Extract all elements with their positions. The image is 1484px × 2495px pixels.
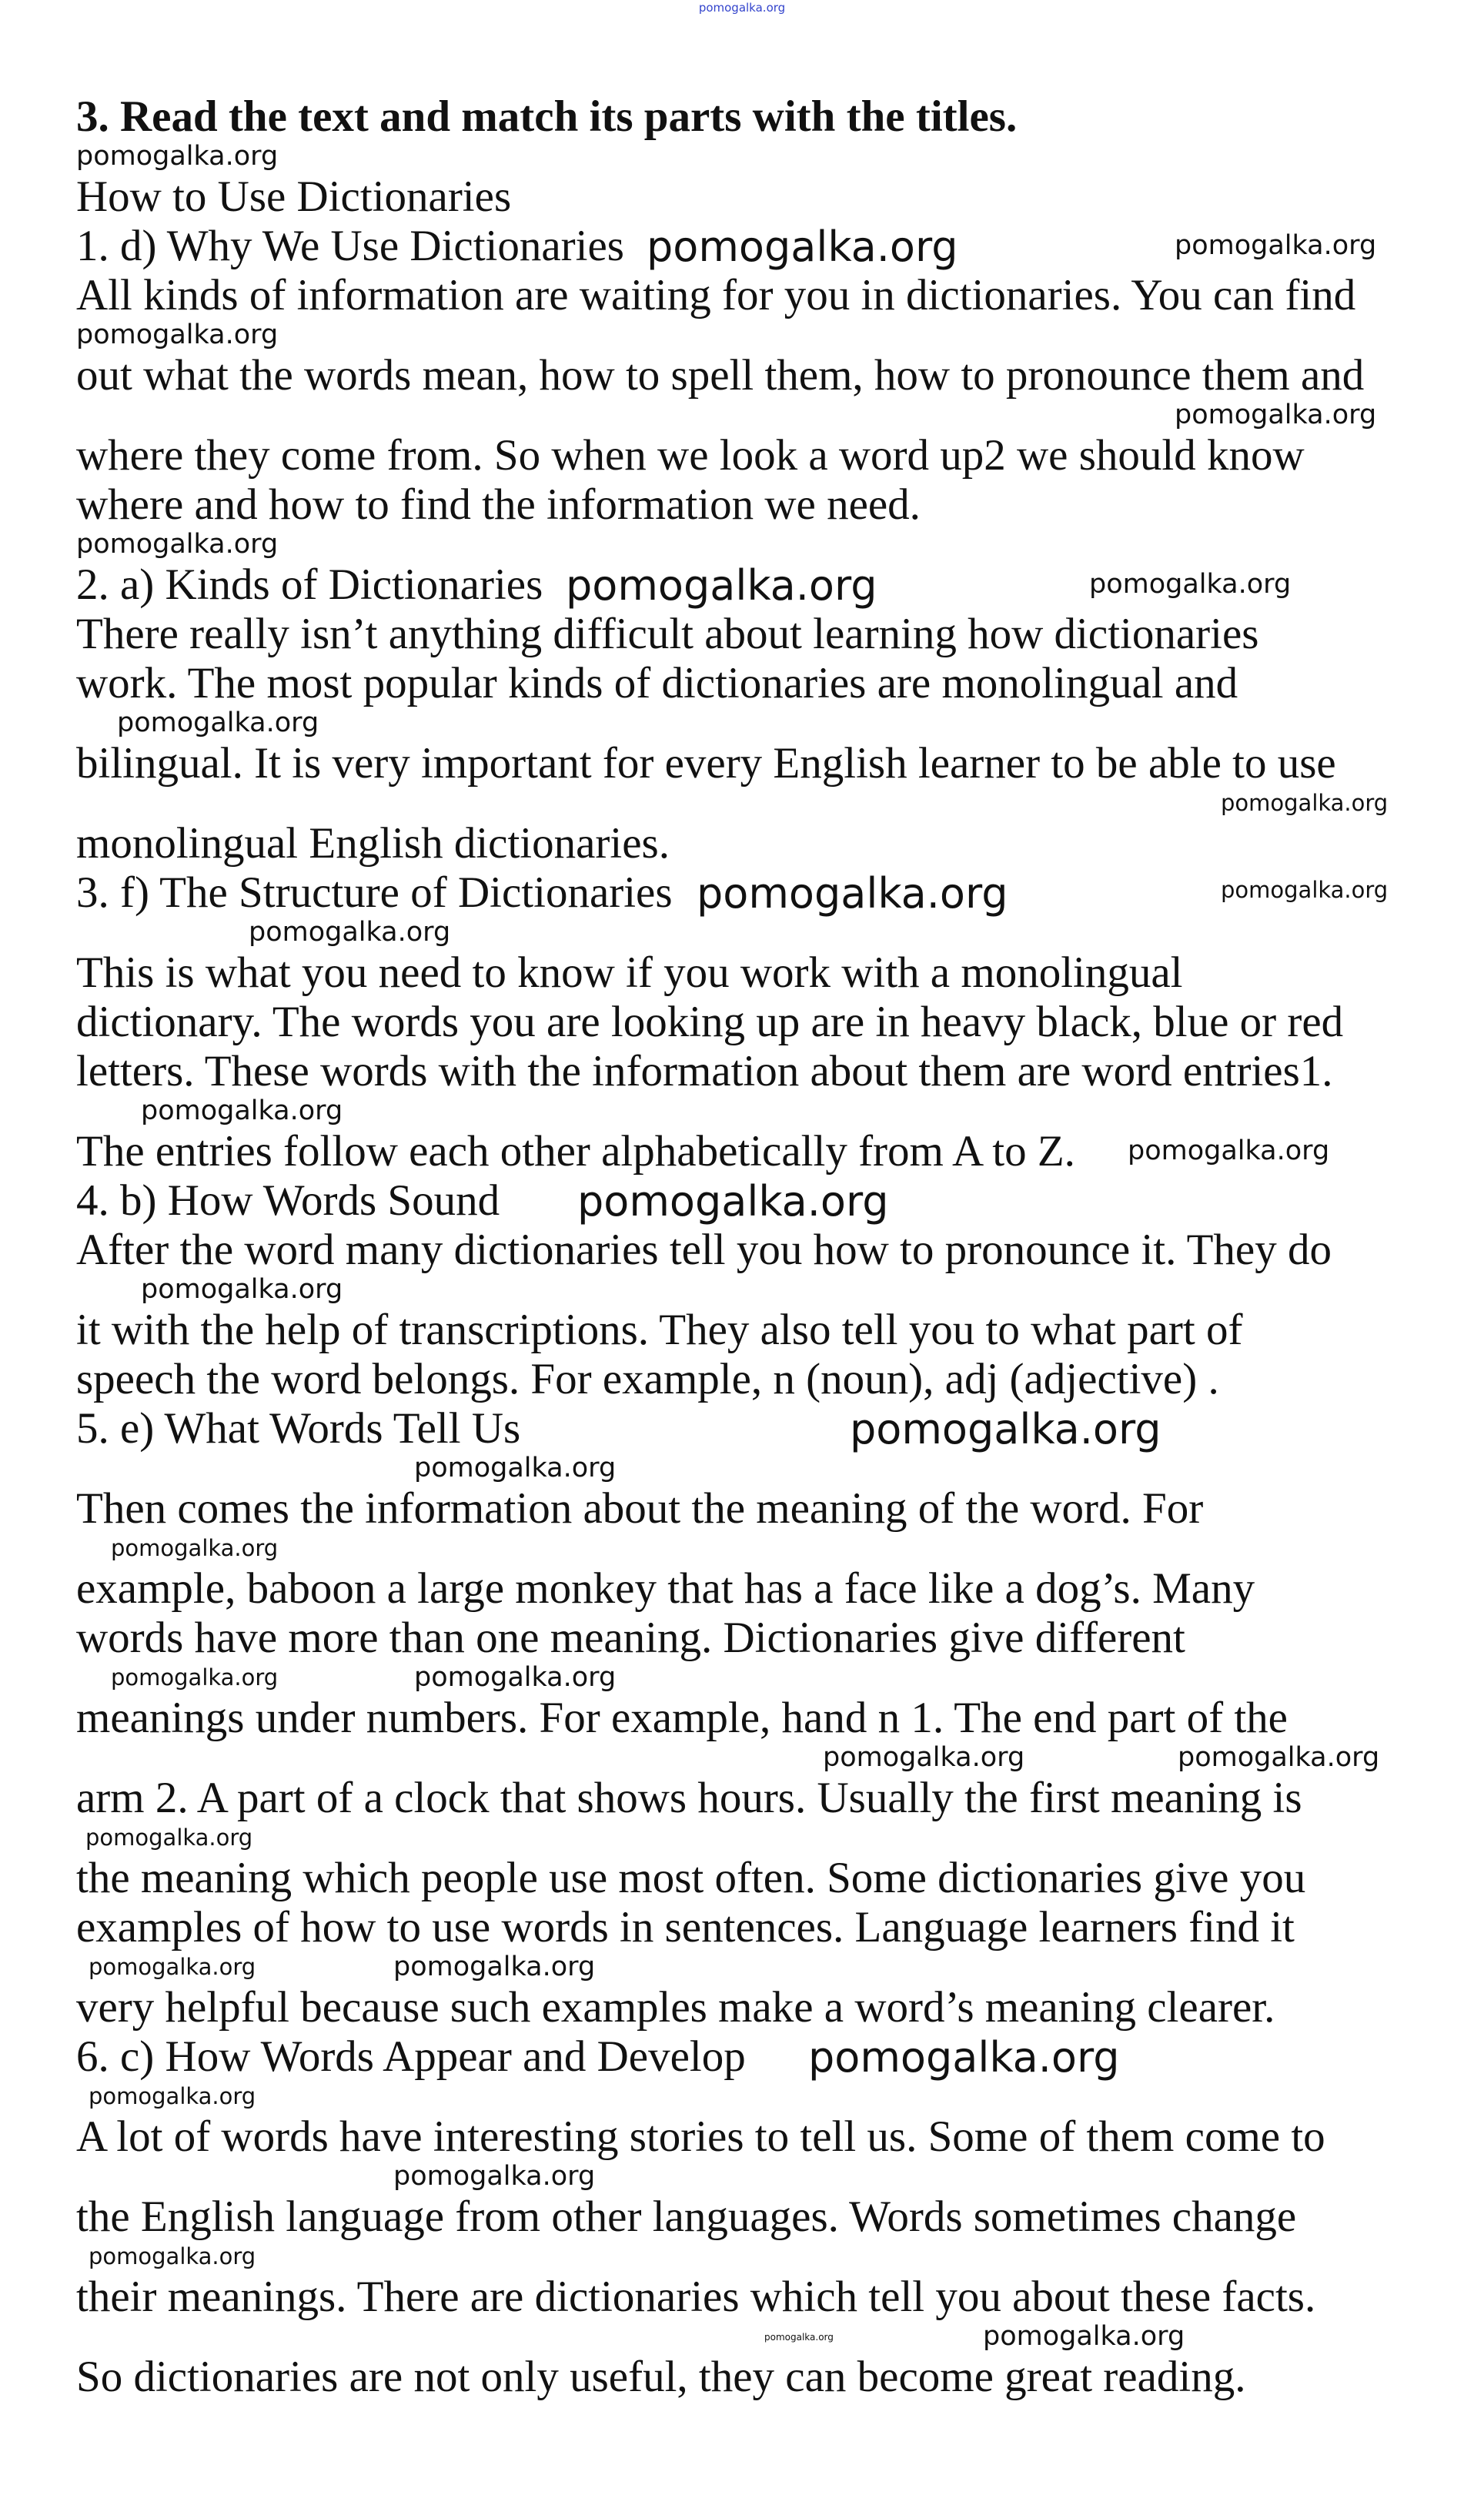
watermark: pomogalka.org xyxy=(111,1664,279,1691)
watermark: pomogalka.org xyxy=(566,561,877,610)
watermark: pomogalka.org xyxy=(414,1662,617,1693)
text-row xyxy=(0,998,1484,1047)
text-row xyxy=(0,2273,1484,2322)
watermark: pomogalka.org xyxy=(698,1,786,15)
paragraph-line: After the word many dictionaries tell you how to pronounce it. They do xyxy=(76,1226,1332,1274)
watermark: pomogalka.org xyxy=(85,1824,253,1851)
paragraph-line: out what the words mean, how to spell them, how to pronounce them and xyxy=(76,351,1365,400)
paragraph-line: very helpful because such examples make a word’s meaning clearer. xyxy=(76,1983,1275,2032)
watermark-row xyxy=(0,708,1484,739)
watermark-row xyxy=(0,2162,1484,2192)
text-row xyxy=(0,1176,1484,1226)
watermark: pomogalka.org xyxy=(89,2083,256,2109)
watermark-row xyxy=(0,2322,1484,2353)
paragraph-line: where and how to find the information we need. xyxy=(76,480,921,529)
watermark-row xyxy=(0,788,1484,819)
text-row xyxy=(0,1983,1484,2032)
watermark: pomogalka.org xyxy=(764,2332,834,2343)
text-row xyxy=(0,1355,1484,1404)
text-row xyxy=(0,1226,1484,1275)
paragraph-line: monolingual English dictionaries. xyxy=(76,819,670,868)
text-heading: How to Use Dictionaries xyxy=(76,172,512,221)
text-row xyxy=(0,2032,1484,2082)
watermark: pomogalka.org xyxy=(141,1274,343,1305)
watermark: pomogalka.org xyxy=(89,1954,256,1980)
paragraph-line: The entries follow each other alphabetically from A to Z. xyxy=(76,1127,1075,1176)
watermark: pomogalka.org xyxy=(1089,569,1292,600)
watermark: pomogalka.org xyxy=(577,1177,889,1226)
watermark: pomogalka.org xyxy=(1175,230,1377,261)
text-row xyxy=(0,1694,1484,1743)
watermark: pomogalka.org xyxy=(76,319,279,350)
watermark: pomogalka.org xyxy=(823,1742,1025,1773)
watermark: pomogalka.org xyxy=(393,1952,596,1982)
paragraph-line: where they come from. So when we look a word up2 we should know xyxy=(76,431,1305,480)
text-row xyxy=(0,1774,1484,1823)
paragraph-line: work. The most popular kinds of dictionaries are monolingual and xyxy=(76,659,1238,707)
watermark-row xyxy=(0,1453,1484,1484)
text-row xyxy=(0,1564,1484,1614)
text-row xyxy=(0,948,1484,998)
watermark: pomogalka.org xyxy=(697,869,1008,918)
text-row xyxy=(0,1484,1484,1533)
watermark-row xyxy=(0,1743,1484,1774)
text-row xyxy=(0,819,1484,868)
paragraph-line: All kinds of information are waiting for you in dictionaries. You can find xyxy=(76,271,1356,319)
text-row xyxy=(0,1306,1484,1355)
text-row xyxy=(0,1903,1484,1952)
paragraph-line: the English language from other languages. Words sometimes change xyxy=(76,2192,1297,2241)
watermark: pomogalka.org xyxy=(393,2161,596,2192)
text-row xyxy=(0,1127,1484,1176)
text-row xyxy=(0,2353,1484,2402)
paragraph-line: speech the word belongs. For example, n (noun), adj (adjective) . xyxy=(76,1355,1219,1403)
paragraph-line: There really isn’t anything difficult about learning how dictionaries xyxy=(76,610,1259,658)
watermark-row xyxy=(0,2242,1484,2273)
section-heading: 1. d) Why We Use Dictionaries xyxy=(76,222,624,270)
text-row xyxy=(0,480,1484,530)
paragraph-line: example, baboon a large monkey that has a face like a dog’s. Many xyxy=(76,1564,1255,1613)
text-row xyxy=(0,2192,1484,2242)
watermark: pomogalka.org xyxy=(1221,790,1389,816)
watermark-row xyxy=(0,1663,1484,1694)
watermark: pomogalka.org xyxy=(414,1453,617,1483)
paragraph-line: the meaning which people use most often. Some dictionaries give you xyxy=(76,1854,1306,1902)
watermark: pomogalka.org xyxy=(983,2321,1185,2352)
watermark-row xyxy=(0,320,1484,351)
watermark-row xyxy=(0,2082,1484,2112)
watermark: pomogalka.org xyxy=(111,1535,279,1561)
text-row xyxy=(0,2112,1484,2162)
paragraph-line: This is what you need to know if you work with a monolingual xyxy=(76,948,1183,997)
section-heading: 3. f) The Structure of Dictionaries xyxy=(76,868,673,917)
text-row xyxy=(0,92,1484,142)
text-row xyxy=(0,610,1484,659)
section-heading: 5. e) What Words Tell Us xyxy=(76,1404,521,1453)
section-heading: 2. a) Kinds of Dictionaries xyxy=(76,560,543,609)
text-row xyxy=(0,271,1484,320)
text-row xyxy=(0,1614,1484,1663)
text-row xyxy=(0,431,1484,480)
paragraph-line: A lot of words have interesting stories to tell us. Some of them come to xyxy=(76,2112,1325,2161)
text-row xyxy=(0,222,1484,271)
watermark: pomogalka.org xyxy=(808,2033,1120,2082)
watermark: pomogalka.org xyxy=(76,141,279,172)
paragraph-line: examples of how to use words in sentences. Language learners find it xyxy=(76,1903,1295,1952)
text-row xyxy=(0,172,1484,222)
watermark: pomogalka.org xyxy=(249,917,451,948)
paragraph-line: Then comes the information about the meaning of the word. For xyxy=(76,1484,1204,1533)
watermark-row xyxy=(0,1823,1484,1854)
paragraph-line: bilingual. It is very important for every English learner to be able to use xyxy=(76,739,1336,788)
section-heading: 6. c) How Words Appear and Develop xyxy=(76,2032,746,2081)
paragraph-line: So dictionaries are not only useful, they can become great reading. xyxy=(76,2353,1246,2401)
watermark-row xyxy=(0,142,1484,172)
watermark-row xyxy=(0,918,1484,948)
watermark-row xyxy=(0,1533,1484,1564)
top-watermark-row xyxy=(0,2,1484,15)
text-row xyxy=(0,560,1484,610)
watermark: pomogalka.org xyxy=(647,222,958,271)
exercise-title: 3. Read the text and match its parts with the titles. xyxy=(76,92,1018,141)
watermark: pomogalka.org xyxy=(1128,1135,1330,1166)
watermark-row xyxy=(0,1275,1484,1306)
watermark: pomogalka.org xyxy=(76,529,279,560)
section-heading: 4. b) How Words Sound xyxy=(76,1176,500,1225)
watermark-row xyxy=(0,400,1484,431)
watermark: pomogalka.org xyxy=(141,1095,343,1126)
paragraph-line: arm 2. A part of a clock that shows hours. Usually the first meaning is xyxy=(76,1774,1302,1822)
paragraph-line: words have more than one meaning. Dictionaries give different xyxy=(76,1614,1185,1662)
paragraph-line: dictionary. The words you are looking up are in heavy black, blue or red xyxy=(76,998,1344,1046)
watermark: pomogalka.org xyxy=(850,1405,1161,1453)
watermark: pomogalka.org xyxy=(117,707,319,738)
watermark: pomogalka.org xyxy=(1221,877,1389,903)
text-row xyxy=(0,1854,1484,1903)
paragraph-line: it with the help of transcriptions. They also tell you to what part of xyxy=(76,1306,1243,1354)
watermark: pomogalka.org xyxy=(1175,400,1377,430)
text-row xyxy=(0,659,1484,708)
text-row xyxy=(0,1404,1484,1453)
text-row xyxy=(0,1047,1484,1096)
paragraph-line: letters. These words with the information about them are word entries1. xyxy=(76,1047,1333,1095)
watermark-row xyxy=(0,530,1484,560)
text-row xyxy=(0,351,1484,400)
paragraph-line: meanings under numbers. For example, hand n 1. The end part of the xyxy=(76,1694,1288,1742)
watermark-row xyxy=(0,1096,1484,1127)
paragraph-line: their meanings. There are dictionaries which tell you about these facts. xyxy=(76,2273,1316,2321)
text-row xyxy=(0,868,1484,918)
watermark-row xyxy=(0,1952,1484,1983)
text-row xyxy=(0,739,1484,788)
watermark: pomogalka.org xyxy=(1178,1742,1380,1773)
watermark: pomogalka.org xyxy=(89,2243,256,2269)
